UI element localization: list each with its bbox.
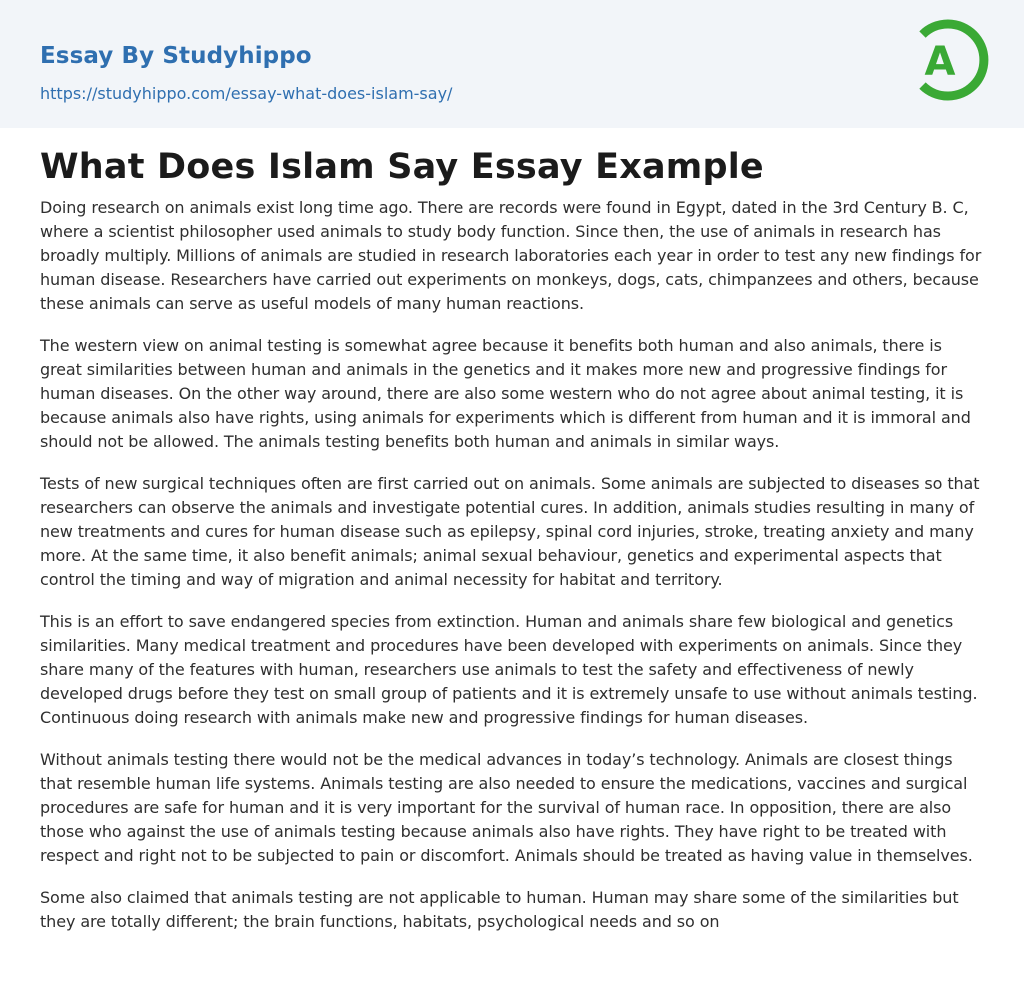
paragraph-4: This is an effort to save endangered species from extinction. Human and animals share few biological and genetics similarities. Many medical treatment and procedures have been developed with experiments on animals. Since they share many of the features with human, researchers use animals to test the safety and effectiveness of newly developed drugs before they test on small group of patients and it is extremely unsafe to use without animals testing. Continuous doing research with animals make new and progressive findings for human diseases. [40,612,978,727]
studyhippo-logo-icon[interactable] [900,12,996,108]
paragraph-1: Doing research on animals exist long time ago. There are records were found in Egypt, dated in the 3rd Century B. C, where a scientist philosopher used animals to study body function. Since then, the use of animals in research has broadly multiply. Millions of animals are studied in research laboratories each year in order to test any new findings for human disease. Researchers have carried out experiments on monkeys, dogs, cats, chimpanzees and others, because these animals can serve as useful models of many human reactions. [40,198,982,313]
essay-url-link[interactable]: https://studyhippo.com/essay-what-does-islam-say/ [40,84,453,103]
site-header [0,0,1024,128]
article [40,144,988,952]
logo-letter: A [924,39,956,85]
paragraph-5: Without animals testing there would not be the medical advances in today’s technology. Animals are closest things that resemble human life systems. Animals testing are also needed to ensure the medications, vaccines and surgical procedures are safe for human and it is very important for the survival of human race. In opposition, there are also those who against the use of animals testing because animals also have rights. They have right to be treated with respect and right not to be subjected to pain or discomfort. Animals should be treated as having value in themselves. [40,750,973,865]
brand-title[interactable]: Essay By Studyhippo [40,43,312,69]
paragraph-6: Some also claimed that animals testing are not applicable to human. Human may share some of the similarities but they are totally different; the brain functions, habitats, psychological needs and so on [40,888,959,931]
paragraph-3: Tests of new surgical techniques often are first carried out on animals. Some animals are subjected to diseases so that researchers can observe the animals and investigate potential cures. In addition, animals studies resulting in many of new treatments and cures for human disease such as epilepsy, spinal cord injuries, stroke, treating anxiety and many more. At the same time, it also benefit animals; animal sexual behaviour, genetics and experimental aspects that control the timing and way of migration and animal necessity for habitat and territory. [40,474,980,589]
article-title: What Does Islam Say Essay Example [40,147,764,187]
paragraph-2: The western view on animal testing is somewhat agree because it benefits both human and also animals, there is great similarities between human and animals in the genetics and it makes more new and progressive findings for human diseases. On the other way around, there are also some western who do not agree about animal testing, it is because animals also have rights, using animals for experiments which is different from human and it is immoral and should not be allowed. The animals testing benefits both human and animals in similar ways. [40,336,971,451]
